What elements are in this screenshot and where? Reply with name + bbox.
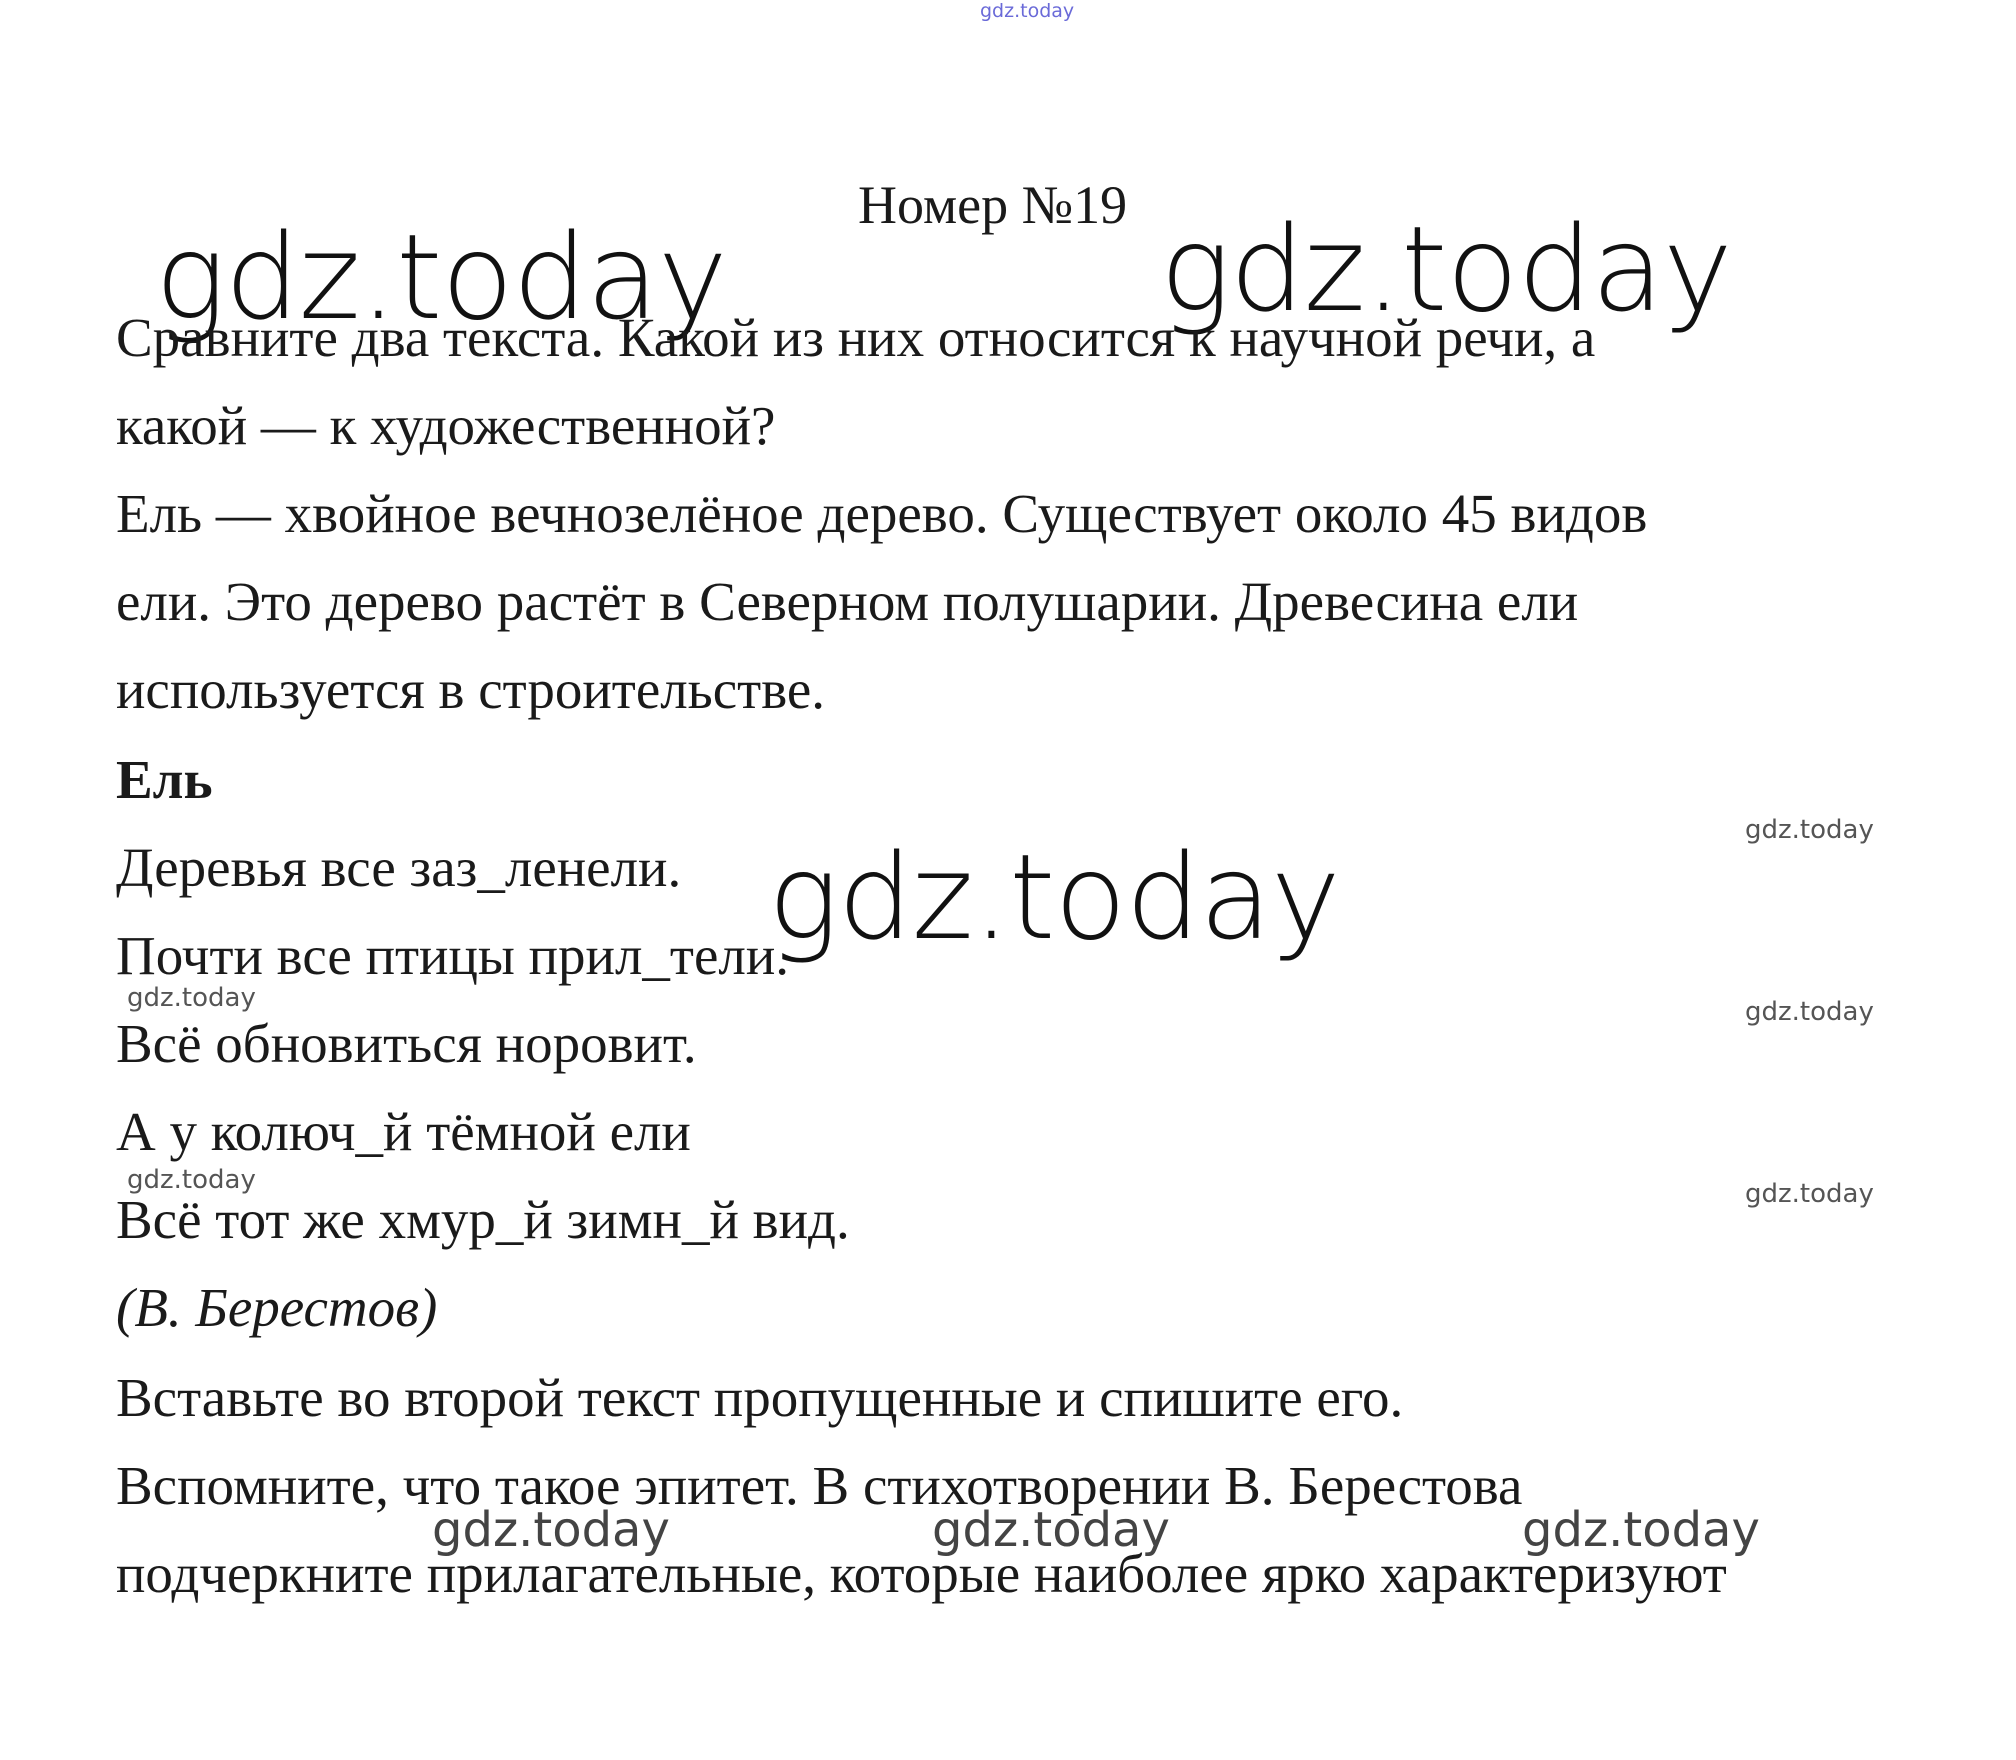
science-text-line: Ель — хвойное вечнозелёное дерево. Существует около 45 видов (116, 483, 1648, 544)
watermark-small: gdz.today (1745, 997, 1874, 1027)
watermark-large: gdz.today (155, 208, 727, 346)
task-text-line: подчеркните прилагательные, которые наиболее ярко характеризуют (116, 1543, 1727, 1604)
poem-line: Почти все птицы прил_тели. (116, 925, 789, 986)
watermark-large: gdz.today (768, 828, 1340, 966)
task-text-line: Вспомните, что такое эпитет. В стихотворении В. Берестова (116, 1455, 1523, 1516)
poem-author: (В. Берестов) (116, 1277, 438, 1338)
poem-line: Всё тот же хмур_й зимн_й вид. (116, 1189, 850, 1250)
science-text-line: используется в строительстве. (116, 659, 826, 720)
watermark-medium: gdz.today (432, 1502, 670, 1558)
poem-title: Ель (116, 749, 213, 810)
poem-line: Деревья все заз_ленели. (116, 837, 682, 898)
watermark-small: gdz.today (1745, 1179, 1874, 1209)
poem-line: А у колюч_й тёмной ели (116, 1101, 691, 1162)
watermark-small: gdz.today (1745, 815, 1874, 845)
watermark-top: gdz.today (980, 0, 1075, 22)
task-text-line: Сравните два текста. Какой из них относится к научной речи, а (116, 307, 1596, 368)
watermark-medium: gdz.today (932, 1502, 1170, 1558)
task-text-line: какой — к художественной? (116, 395, 776, 456)
page-title: Номер №19 (858, 175, 1128, 235)
poem-line: Всё обновиться норовит. (116, 1013, 697, 1074)
task-text-line: Вставьте во второй текст пропущенные и спишите его. (116, 1367, 1404, 1428)
watermark-small: gdz.today (127, 983, 256, 1013)
science-text-line: ели. Это дерево растёт в Северном полушарии. Древесина ели (116, 571, 1579, 632)
watermark-small: gdz.today (127, 1165, 256, 1195)
watermark-medium: gdz.today (1522, 1502, 1760, 1558)
watermark-large: gdz.today (1160, 200, 1732, 338)
